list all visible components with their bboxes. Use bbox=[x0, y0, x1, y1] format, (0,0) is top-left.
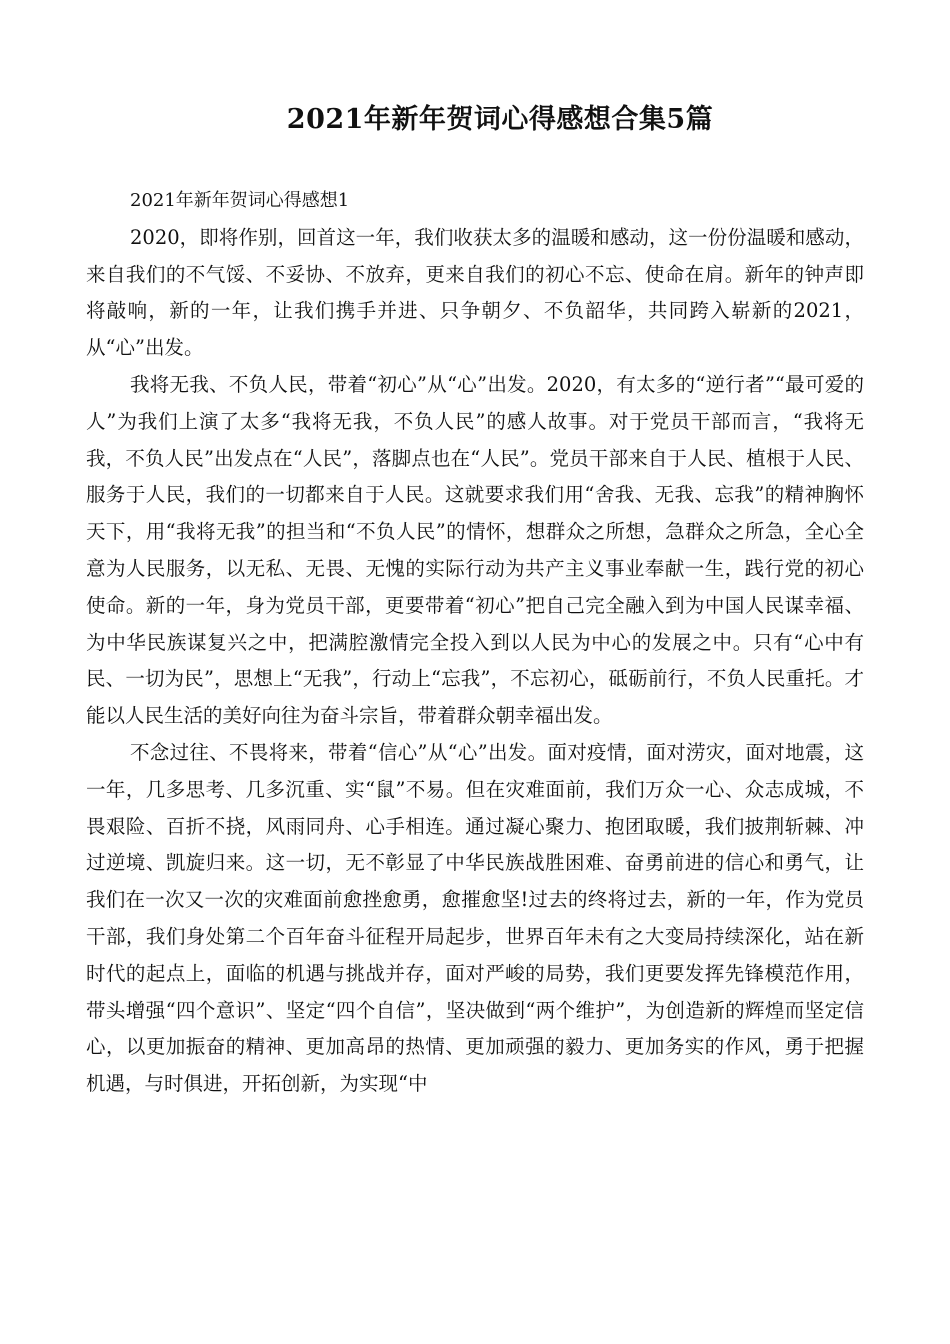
paragraph-1: 2020，即将作别，回首这一年，我们收获太多的温暖和感动，这一份份温暖和感动，来自我们的不气馁、不妥协、不放弃，更来自我们的初心不忘、使命在肩。新年的钟声即将敲响，新的一年，让我们携手并进、只争朝夕、不负韶华，共同跨入崭新的2021，从“心”出发。 bbox=[86, 225, 864, 360]
document-body bbox=[86, 183, 864, 1103]
section-heading: 2021年新年贺词心得感想1 bbox=[130, 190, 350, 211]
paragraph-2: 我将无我、不负人民，带着“初心”从“心”出发。2020，有太多的“逆行者”“最可爱的人”为我们上演了太多“我将无我，不负人民”的感人故事。对于党员干部而言，“我将无我，不负人民”出发点在“人民”，落脚点也在“人民”。党员干部来自于人民、植根于人民、服务于人民，我们的一切都来自于人民。这就要求我们用“舍我、无我、忘我”的精神胸怀天下，用“我将无我”的担当和“不负人民”的情怀，想群众之所想，急群众之所急，全心全意为人民服务，以无私、无畏、无愧的实际行动为共产主义事业奉献一生，践行党的初心使命。新的一年，身为党员干部，更要带着“初心”把自己完全融入到为中国人民谋幸福、为中华民族谋复兴之中，把满腔激情完全投入到以人民为中心的发展之中。只有“心中有民、一切为民”，思想上“无我”，行动上“忘我”，不忘初心，砥砺前行，不负人民重托。才能以人民生活的美好向往为奋斗宗旨，带着群众朝幸福出发。 bbox=[86, 372, 864, 728]
document-title: 2021年新年贺词心得感想合集5篇 bbox=[286, 104, 714, 135]
paragraph-3: 不念过往、不畏将来，带着“信心”从“心”出发。面对疫情，面对涝灾，面对地震，这一年，几多思考、几多沉重、实“鼠”不易。但在灾难面前，我们万众一心、众志成城，不畏艰险、百折不挠，风雨同舟、心手相连。通过凝心聚力、抱团取暖，我们披荆斩棘、冲过逆境、凯旋归来。这一切，无不彰显了中华民族战胜困难、奋勇前进的信心和勇气，让我们在一次又一次的灾难面前愈挫愈勇，愈摧愈坚!过去的终将过去，新的一年，作为党员干部，我们身处第二个百年奋斗征程开局起步，世界百年未有之大变局持续深化，站在新时代的起点上，面临的机遇与挑战并存，面对严峻的局势，我们更要发挥先锋模范作用，带头增强“四个意识”、坚定“四个自信”，坚决做到“两个维护”，为创造新的辉煌而坚定信心，以更加振奋的精神、更加高昂的热情、更加顽强的毅力、更加务实的作风，勇于把握机遇，与时俱进，开拓创新，为实现“中 bbox=[86, 740, 864, 1096]
